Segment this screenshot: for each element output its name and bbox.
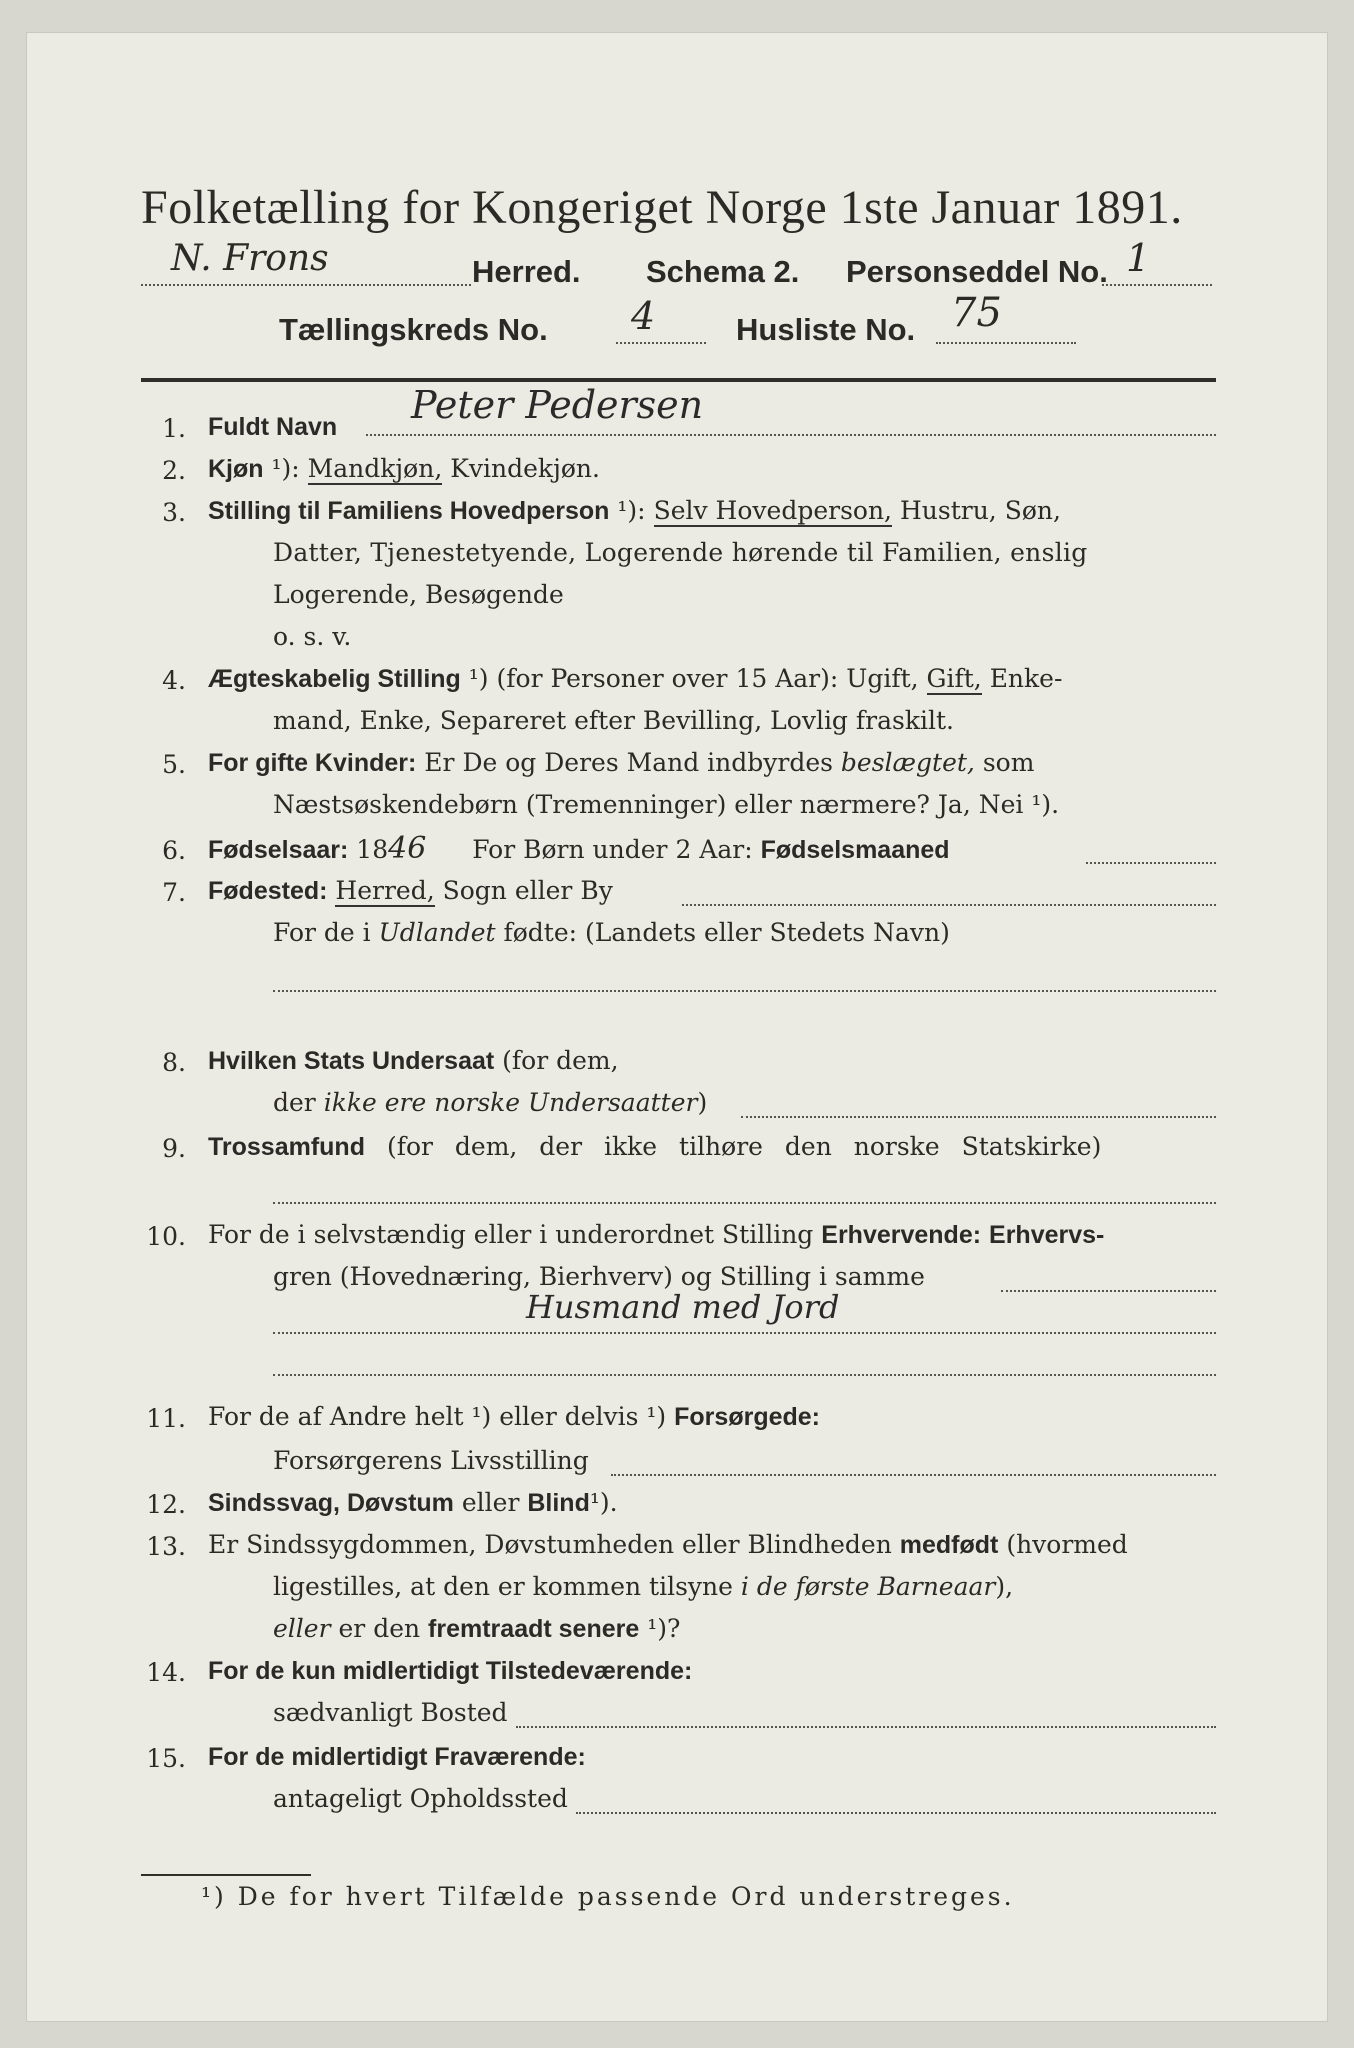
q3-line1 <box>208 490 1061 532</box>
q14-line2: sædvanligt Bosted <box>273 1698 508 1727</box>
husliste-dots <box>936 342 1076 344</box>
q6-number: 6. <box>162 836 186 865</box>
q4-label: Ægteskabelig Stilling <box>208 665 461 693</box>
q10-label2: Erhvervs- <box>989 1221 1105 1249</box>
schema-label: Schema 2. <box>646 254 800 289</box>
q12-label2: Blind <box>527 1489 590 1517</box>
kreds-label: Tællingskreds No. <box>279 312 548 347</box>
herred-dots <box>141 284 471 286</box>
q4-line1 <box>208 658 1062 700</box>
q7-label: Fødested: <box>208 877 328 905</box>
q3-number: 3. <box>162 498 186 527</box>
q9-label: Trossamfund <box>208 1133 365 1161</box>
q15-line2: antageligt Opholdssted <box>273 1784 568 1813</box>
q6-label: Fødselsaar: <box>208 836 349 864</box>
q10-label: Erhvervende: <box>821 1221 982 1249</box>
q9-text: (for dem, der ikke tilhøre den norske Statskirke) <box>386 1132 1102 1161</box>
q13-line2 <box>273 1566 1013 1608</box>
q13-line2-italic: i de første Barneaar <box>740 1572 996 1601</box>
q13-line3a: er den <box>338 1614 421 1643</box>
q12-line <box>208 1482 618 1524</box>
personseddel-label: Personseddel No. <box>846 254 1108 289</box>
q9-dots <box>273 1202 1216 1204</box>
q13-label: medfødt <box>899 1531 999 1559</box>
q4-rest: Enke- <box>989 664 1063 693</box>
q2-number: 2. <box>162 456 186 485</box>
q8-dots <box>741 1116 1216 1118</box>
q7-dots2 <box>273 990 1216 992</box>
q11-line1 <box>208 1396 820 1438</box>
husliste-value: 75 <box>951 290 1002 336</box>
q4-sup: ¹) <box>468 664 489 693</box>
q9-number: 9. <box>162 1134 186 1163</box>
q8-line2 <box>273 1082 707 1124</box>
q11-line2: Forsørgerens Livsstilling <box>273 1446 589 1475</box>
q7-line1 <box>208 870 613 912</box>
q12-number: 12. <box>146 1490 186 1519</box>
q13-line3b: fremtraadt senere <box>428 1615 640 1643</box>
q12-label: Sindssvag, Døvstum <box>208 1489 454 1517</box>
kreds-dots <box>616 342 706 344</box>
personseddel-dots <box>1102 284 1212 286</box>
q7-dots1 <box>682 904 1216 906</box>
q5-rest: som <box>982 748 1035 777</box>
personseddel-value: 1 <box>1126 236 1151 280</box>
q4-line2: mand, Enke, Separeret efter Bevilling, Lovlig fraskilt. <box>273 706 954 735</box>
q3-sup: ¹): <box>617 496 646 525</box>
q8-line1 <box>208 1040 619 1082</box>
q3-line3: Logerende, Besøgende <box>273 580 564 609</box>
q8-line2-italic: ikke ere norske Undersaatter <box>323 1088 698 1117</box>
q5-text: Er De og Deres Mand indbyrdes <box>424 748 833 777</box>
q5-label: For gifte Kvinder: <box>208 749 417 777</box>
q8-line2b: ) <box>697 1088 708 1117</box>
q10-text: For de i selvstændig eller i underordnet Stilling <box>208 1220 814 1249</box>
q13-line3-italic: eller <box>273 1614 331 1643</box>
q14-label: For de kun midlertidigt Tilstedeværende: <box>208 1657 693 1685</box>
q7-rest: Sogn eller By <box>442 876 613 905</box>
q7-number: 7. <box>162 878 186 907</box>
q11-dots <box>611 1474 1216 1476</box>
q6-dots <box>1086 862 1216 864</box>
q15-number: 15. <box>146 1744 186 1773</box>
q4-number: 4. <box>162 666 186 695</box>
q15-label: For de midlertidigt Fraværende: <box>208 1743 586 1771</box>
q8-label: Hvilken Stats Undersaat <box>208 1047 495 1075</box>
q7-option-herred: Herred, <box>335 876 435 905</box>
q1-number: 1. <box>162 414 186 443</box>
q5-line2: Næstsøskendebørn (Tremenninger) eller nærmere? Ja, Nei ¹). <box>273 790 1060 819</box>
q10-number: 10. <box>146 1222 186 1251</box>
q13-line2a: ligestilles, at den er kommen tilsyne <box>273 1572 733 1601</box>
q2-label: Kjøn <box>208 455 264 483</box>
q10-dots3 <box>273 1374 1216 1376</box>
q4-option-gift: Gift, <box>926 664 982 693</box>
q3-label: Stilling til Familiens Hovedperson <box>208 497 610 525</box>
q10-dots1 <box>1001 1290 1216 1292</box>
q3-option-selected: Selv Hovedperson, <box>653 496 893 525</box>
q13-rest: (hvormed <box>1006 1530 1128 1559</box>
q2-line <box>208 448 600 490</box>
q11-number: 11. <box>146 1404 186 1433</box>
q6-text2: For Børn under 2 Aar: <box>472 835 753 864</box>
q5-number: 5. <box>162 750 186 779</box>
q8-text: (for dem, <box>502 1046 619 1075</box>
q7-line2a: For de i <box>273 918 371 947</box>
q7-line2b: fødte: (Landets eller Stedets Navn) <box>503 918 950 947</box>
q13-number: 13. <box>146 1532 186 1561</box>
q6-label2: Fødselsmaaned <box>760 836 950 864</box>
q13-line1 <box>208 1524 1128 1566</box>
q11-label: Forsørgede: <box>674 1403 820 1431</box>
q13-line3 <box>273 1608 680 1650</box>
form-title: Folketælling for Kongeriget Norge 1ste Januar 1891. <box>141 181 1183 234</box>
q4-text: (for Personer over 15 Aar): Ugift, <box>496 664 919 693</box>
q3-line2: Datter, Tjenestetyende, Logerende hørende til Familien, enslig <box>273 538 1088 567</box>
q2-sup: ¹): <box>271 454 300 483</box>
q5-italic: beslægtet, <box>840 748 975 777</box>
q12-text: eller <box>461 1488 520 1517</box>
q10-value: Husmand med Jord <box>526 1288 840 1326</box>
header-rule <box>141 378 1216 382</box>
herred-label: Herred. <box>472 254 581 289</box>
q3-line4: o. s. v. <box>273 622 352 651</box>
q1-value: Peter Pedersen <box>411 383 704 427</box>
q13-line2b: ), <box>995 1572 1014 1601</box>
q6-prefix: 18 <box>356 835 389 864</box>
footnote-rule <box>141 1874 311 1876</box>
footnote: ¹) De for hvert Tilfælde passende Ord understreges. <box>201 1882 1015 1911</box>
q11-text: For de af Andre helt ¹) eller delvis ¹) <box>208 1402 667 1431</box>
q7-line2 <box>273 912 950 954</box>
q7-line2-italic: Udlandet <box>378 918 496 947</box>
q13-text: Er Sindssygdommen, Døvstumheden eller Blindheden <box>208 1530 892 1559</box>
q8-line2a: der <box>273 1088 316 1117</box>
q10-line1 <box>208 1214 1104 1256</box>
census-form-sheet <box>26 32 1328 2022</box>
q10-dots2 <box>273 1332 1216 1334</box>
q10-line2: gren (Hovednæring, Bierhverv) og Stilling i samme <box>273 1262 925 1291</box>
q2-option-kvindekjon: Kvindekjøn. <box>450 454 600 483</box>
q1-dots <box>366 434 1216 436</box>
q1-label: Fuldt Navn <box>208 413 338 441</box>
husliste-label: Husliste No. <box>736 312 916 347</box>
herred-value: N. Frons <box>171 238 329 279</box>
q8-number: 8. <box>162 1048 186 1077</box>
q15-dots <box>576 1812 1216 1814</box>
q13-line3c: ¹)? <box>647 1614 681 1643</box>
q9-line1 <box>208 1126 1101 1168</box>
q14-dots <box>516 1726 1216 1728</box>
q12-rest: ¹). <box>589 1488 618 1517</box>
q14-number: 14. <box>146 1658 186 1687</box>
q6-line <box>208 828 950 871</box>
q6-value: 46 <box>388 831 427 866</box>
kreds-value: 4 <box>631 294 656 338</box>
q2-option-mandkjon: Mandkjøn, <box>307 454 443 483</box>
q3-rest: Hustru, Søn, <box>899 496 1061 525</box>
q5-line1 <box>208 742 1034 784</box>
